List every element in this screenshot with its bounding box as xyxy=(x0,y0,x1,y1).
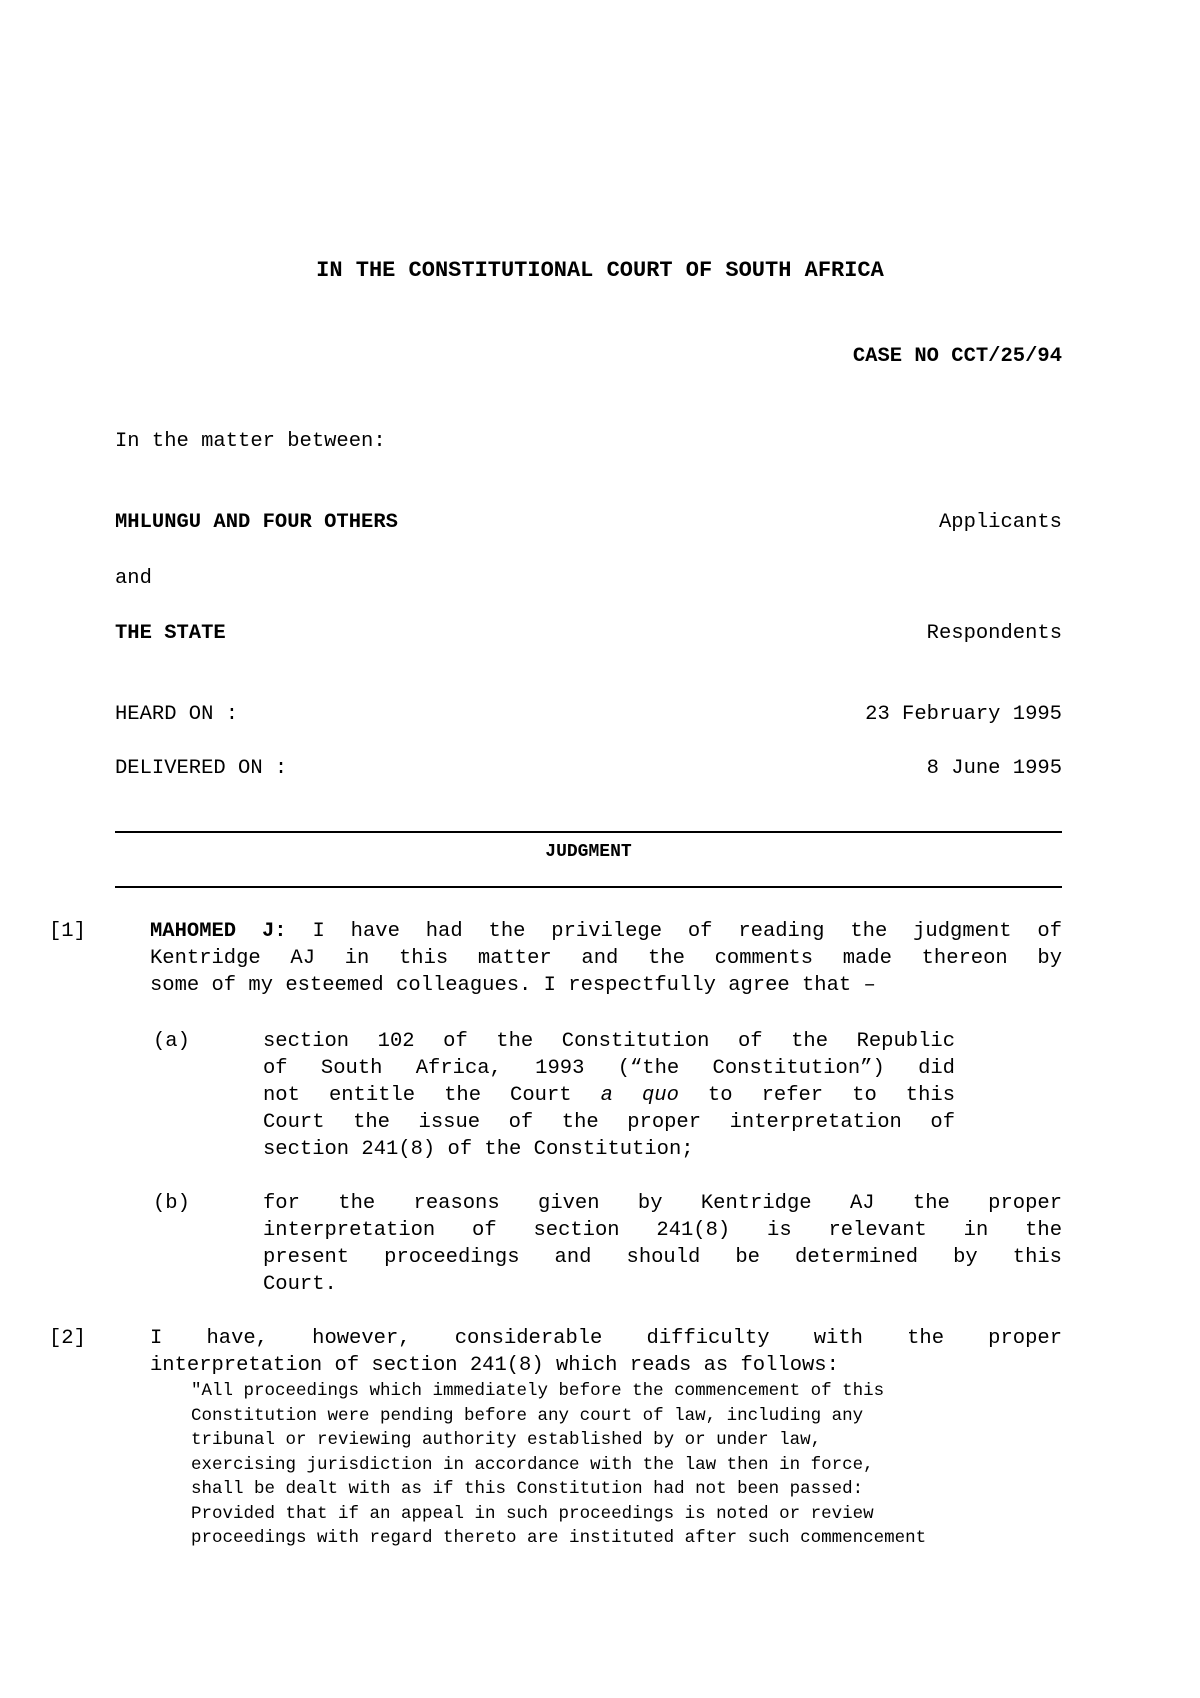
sub-item-line: section 102 of the Constitution of the Republic xyxy=(263,1030,955,1053)
judge-colon: : xyxy=(274,920,287,943)
heard-on-label: HEARD ON : xyxy=(115,703,239,726)
sub-item-line: section 241(8) of the Constitution; xyxy=(263,1138,694,1161)
paragraph-number: [2] xyxy=(49,1327,86,1350)
sub-item-b-text xyxy=(263,1190,1062,1298)
sub-item-line: for the reasons given by Kentridge AJ the proper xyxy=(263,1192,1062,1215)
sub-item-line: of South Africa, 1993 (“the Constitution”) did xyxy=(263,1057,955,1080)
paragraph-2-text xyxy=(150,1325,1062,1379)
quote-line: "All proceedings which immediately before the commencement of this xyxy=(191,1381,885,1401)
heading-rule-top xyxy=(115,831,1062,833)
quote-line: Constitution were pending before any court of law, including any xyxy=(191,1405,864,1426)
paragraph-1-text xyxy=(150,918,1062,999)
quote-line: shall be dealt with as if this Constitution had not been passed: xyxy=(191,1479,864,1499)
paragraph-1-line xyxy=(150,918,1062,945)
paragraph-1-line-text: I have had the privilege of reading the judgment of xyxy=(312,920,1063,943)
quote-line: tribunal or reviewing authority established by or under law, xyxy=(191,1430,822,1450)
sub-item-line xyxy=(263,1082,955,1109)
case-number: CASE NO CCT/25/94 xyxy=(852,345,1062,368)
sub-item-line-start: not entitle the Court xyxy=(263,1084,601,1107)
matter-intro: In the matter between: xyxy=(115,430,386,453)
judge-name: MAHOMED J xyxy=(150,920,275,943)
paragraph-number: [1] xyxy=(49,920,86,943)
quote-line: exercising jurisdiction in accordance with the law then in force, xyxy=(191,1454,874,1475)
sub-item-a-text xyxy=(263,1028,955,1163)
latin-phrase: a quo xyxy=(600,1084,679,1107)
paragraph-2-line: I have, however, considerable difficulty with the proper xyxy=(150,1327,1062,1350)
quote-line: Provided that if an appeal in such proceedings is noted or review xyxy=(191,1503,874,1524)
respondent-role: Respondents xyxy=(926,622,1062,645)
section-quote xyxy=(191,1379,1021,1551)
party-conjunction: and xyxy=(115,567,152,590)
paragraph-1-line: some of my esteemed colleagues. I respectfully agree that – xyxy=(150,974,876,997)
delivered-on-date: 8 June 1995 xyxy=(926,757,1062,780)
heard-on-date: 23 February 1995 xyxy=(865,703,1062,726)
paragraph-1-line: Kentridge AJ in this matter and the comments made thereon by xyxy=(150,947,1062,970)
sub-item-line-end: to refer to this xyxy=(678,1084,955,1107)
respondent-name: THE STATE xyxy=(115,622,226,645)
sub-item-line: interpretation of section 241(8) is relevant in the xyxy=(263,1219,1062,1242)
applicant-role: Applicants xyxy=(938,511,1062,534)
applicant-name: MHLUNGU AND FOUR OTHERS xyxy=(115,511,398,534)
judgment-heading: JUDGMENT xyxy=(545,842,632,862)
quote-line: proceedings with regard thereto are instituted after such commencement xyxy=(191,1528,927,1548)
sub-item-label: (a) xyxy=(153,1030,190,1053)
paragraph-2-line: interpretation of section 241(8) which reads as follows: xyxy=(150,1354,839,1377)
sub-item-line: Court. xyxy=(263,1273,337,1296)
heading-rule-bottom xyxy=(115,886,1062,888)
sub-item-line: present proceedings and should be determined by this xyxy=(263,1246,1062,1269)
sub-item-line: Court the issue of the proper interpretation of xyxy=(263,1111,955,1134)
court-title: IN THE CONSTITUTIONAL COURT OF SOUTH AFRICA xyxy=(316,258,884,283)
sub-item-label: (b) xyxy=(153,1192,190,1215)
delivered-on-label: DELIVERED ON : xyxy=(115,757,288,780)
